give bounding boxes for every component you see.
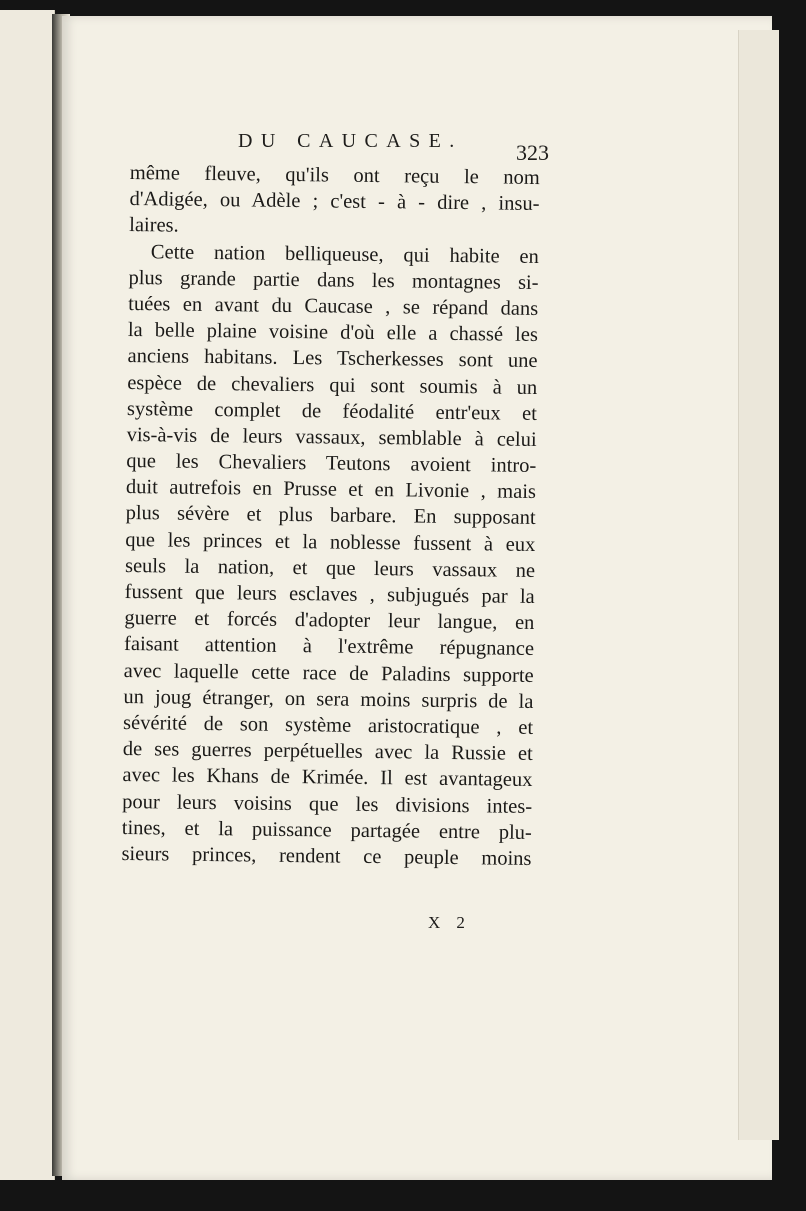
text-line: faisant attention à l'extrême répugnance	[123, 633, 535, 661]
text-line: de ses guerres perpétuelles avec la Russie et	[122, 738, 533, 766]
body-text	[121, 160, 540, 872]
signature-mark: X 2	[428, 913, 471, 932]
text-line: espèce de chevaliers qui sont soumis à un	[127, 371, 538, 399]
text-line: laires.	[129, 214, 179, 237]
text-line: système complet de féodalité entr'eux et	[126, 397, 538, 425]
text-line: plus sévère et plus barbare. En supposant	[125, 502, 536, 530]
text-line: guerre et forcés d'adopter leur langue, en	[124, 607, 535, 635]
text-line: plus grande partie dans les montagnes si-	[128, 266, 539, 294]
text-line: duit autrefois en Prusse et en Livonie , mais	[125, 476, 537, 504]
text-line: sieurs princes, rendent ce peuple moins	[121, 842, 532, 870]
text-line: fussent que leurs esclaves , subjugués par la	[124, 580, 535, 608]
text-line: sévérité de son système aristocratique , et	[122, 711, 534, 739]
text-line: vis-à-vis de leurs vassaux, semblable à celui	[126, 423, 537, 451]
running-head: DU CAUCASE.	[238, 130, 463, 152]
page-fore-edge	[738, 30, 779, 1140]
text-line: d'Adigée, ou Adèle ; c'est - à - dire , insu-	[129, 188, 540, 216]
text-line: avec les Khans de Krimée. Il est avantageux	[122, 764, 533, 792]
facing-page-edge	[0, 10, 55, 1180]
text-line: que les princes et la noblesse fussent à eux	[125, 528, 536, 556]
page-number: 323	[516, 140, 549, 165]
text-line: un joug étranger, on sera moins surpris de la	[123, 685, 534, 713]
text-line: seuls la nation, et que leurs vassaux ne	[124, 554, 536, 582]
text-line: anciens habitans. Les Tscherkesses sont une	[127, 345, 538, 373]
text-line: que les Chevaliers Teutons avoient intro-	[126, 450, 537, 478]
text-line: pour leurs voisins que les divisions intes-	[122, 790, 533, 818]
text-line: avec laquelle cette race de Paladins supporte	[123, 659, 534, 687]
text-line: même fleuve, qu'ils ont reçu le nom	[129, 161, 540, 190]
text-line: tines, et la puissance partagée entre plu-	[121, 816, 532, 844]
paragraph-start-line: Cette nation belliqueuse, qui habite en	[150, 240, 539, 268]
text-line: la belle plaine voisine d'où elle a chassé les	[127, 319, 539, 347]
text-line: tuées en avant du Caucase , se répand dans	[128, 292, 539, 320]
